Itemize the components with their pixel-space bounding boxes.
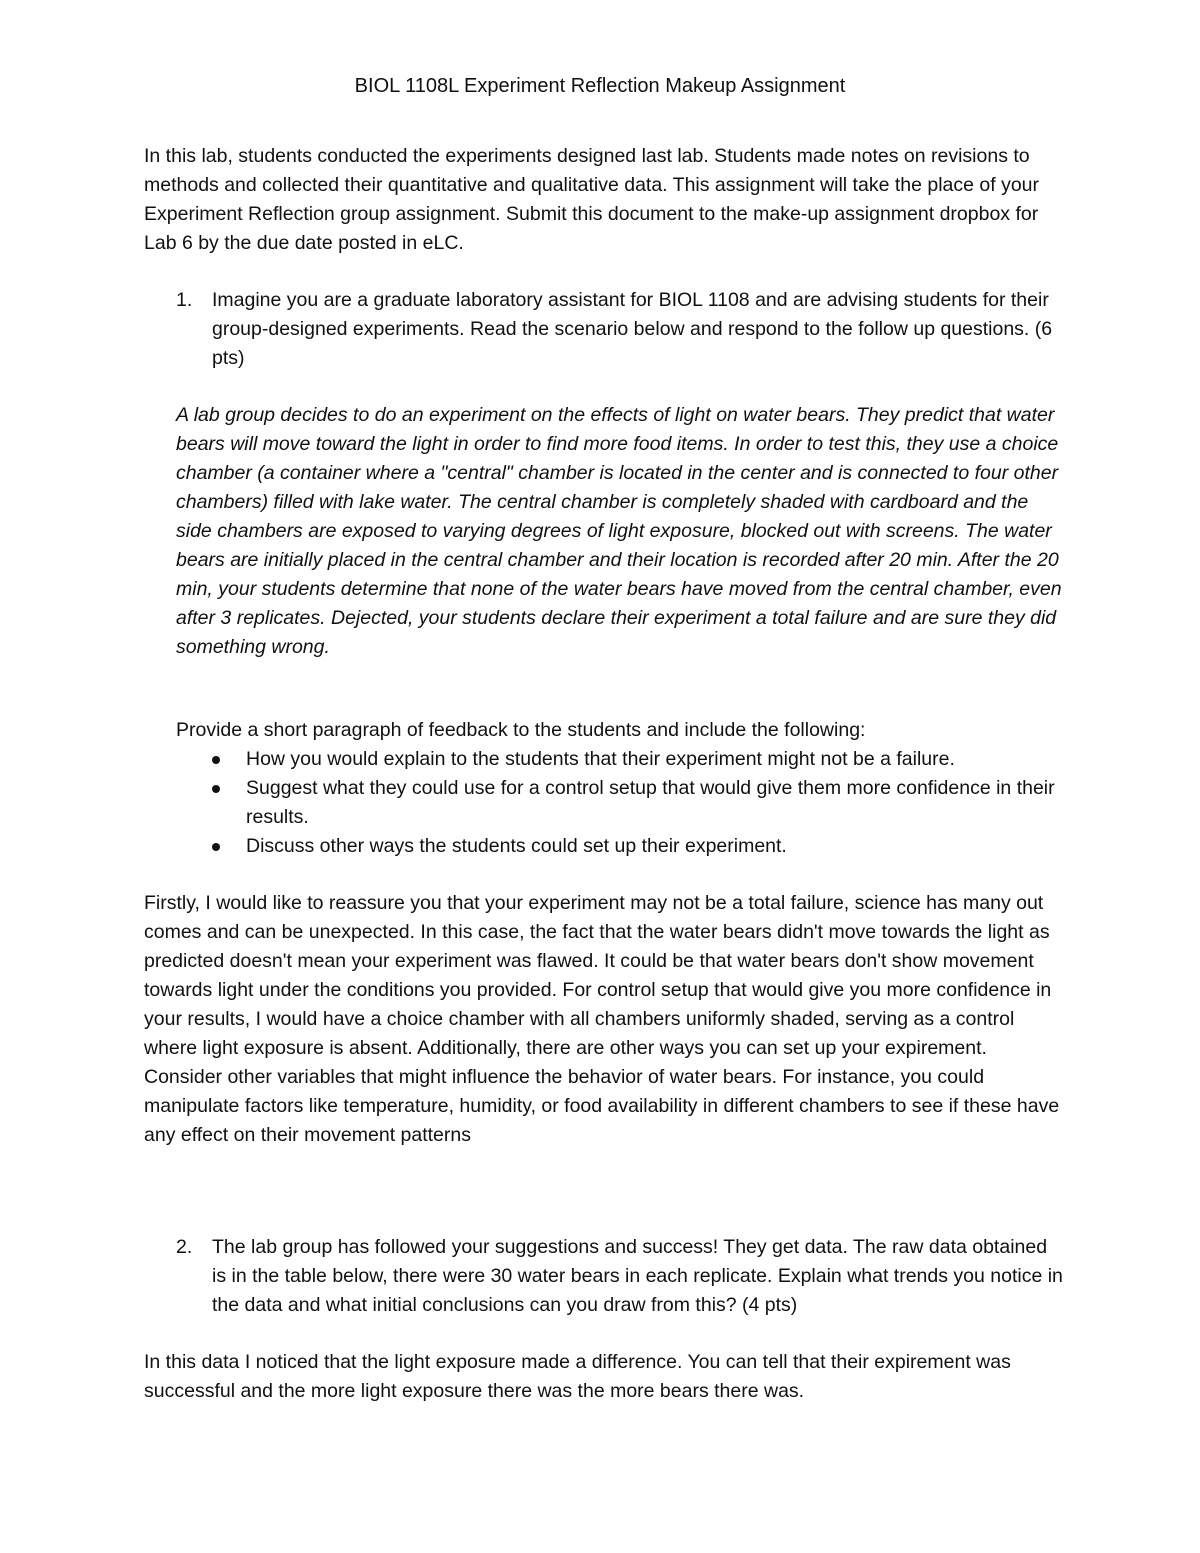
- question-1: [176, 286, 1066, 373]
- bullet-icon: [212, 756, 220, 764]
- document-title: BIOL 1108L Experiment Reflection Makeup Assignment: [354, 75, 846, 97]
- feedback-instructions: Provide a short paragraph of feedback to the students and include the following:: [176, 719, 866, 741]
- feedback-bullet-list: [176, 745, 1066, 861]
- question-2-number: 2.: [176, 1236, 193, 1258]
- answer-2-paragraph: In this data I noticed that the light exposure made a difference. You can tell that their expirement was successful and the more light exposure there was the more bears there was.: [144, 1351, 1011, 1402]
- bullet-item: [176, 745, 1066, 774]
- bullet-item: [176, 832, 1066, 861]
- intro-paragraph: In this lab, students conducted the experiments designed last lab. Students made notes on revisions to methods and collected their quantitative and qualitative data. This assignment will take the place of your Experiment Reflection group assignment. Submit this document to the make-up assignment dropbox for Lab 6 by the due date posted in eLC.: [144, 145, 1040, 254]
- bullet-text: How you would explain to the students that their experiment might not be a failure.: [246, 748, 955, 770]
- bullet-text: Discuss other ways the students could set up their experiment.: [246, 835, 787, 857]
- bullet-icon: [212, 843, 220, 851]
- bullet-icon: [212, 785, 220, 793]
- answer-1-paragraph: Firstly, I would like to reassure you that your experiment may not be a total failure, science has many out comes and can be unexpected. In this case, the fact that the water bears didn't move towards the light as predicted doesn't mean your experiment was flawed. It could be that water bears don't show movement towards light under the conditions you provided. For control setup that would give you more confidence in your results, I would have a choice chamber with all chambers uniformly shaded, serving as a control where light exposure is absent. Additionally, there are other ways you can set up your expirement. Consider other variables that might influence the behavior of water bears. For instance, you could manipulate factors like temperature, humidity, or food availability in different chambers to see if these have any effect on their movement patterns: [144, 892, 1060, 1146]
- scenario-paragraph: A lab group decides to do an experiment on the effects of light on water bears. They predict that water bears will move toward the light in order to find more food items. In order to test this, they use a choice chamber (a container where a "central" chamber is located in the center and is connected to four other chambers) filled with lake water. The central chamber is completely shaded with cardboard and the side chambers are exposed to varying degrees of light exposure, blocked out with screens. The water bears are initially placed in the central chamber and their location is recorded after 20 min. After the 20 min, your students determine that none of the water bears have moved from the central chamber, even after 3 replicates. Dejected, your students declare their experiment a total failure and are sure they did something wrong.: [176, 404, 1062, 658]
- question-2: [176, 1233, 1066, 1320]
- question-2-text: The lab group has followed your suggestions and success! They get data. The raw data obtained is in the table below, there were 30 water bears in each replicate. Explain what trends you notice in the data and what initial conclusions can you draw from this? (4 pts): [212, 1236, 1063, 1316]
- question-1-text: Imagine you are a graduate laboratory assistant for BIOL 1108 and are advising students for their group-designed experiments. Read the scenario below and respond to the follow up questions. (6 pts): [212, 289, 1053, 369]
- bullet-text: Suggest what they could use for a control setup that would give them more confidence in their results.: [246, 777, 1055, 828]
- question-1-number: 1.: [176, 289, 193, 311]
- bullet-item: [176, 774, 1066, 832]
